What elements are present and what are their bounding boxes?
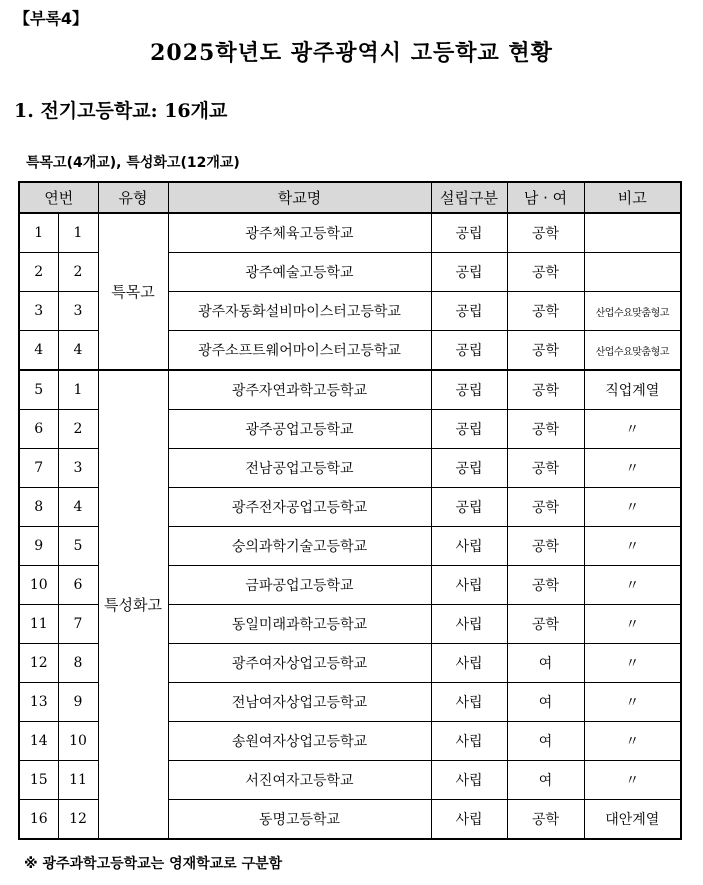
cell-serial-no: 9 — [19, 527, 58, 566]
cell-school-name: 광주체육고등학교 — [168, 213, 431, 253]
cell-serial-no: 1 — [19, 213, 58, 253]
cell-note: 〃 — [584, 605, 681, 644]
cell-serial-no: 15 — [19, 761, 58, 800]
cell-founding: 사립 — [431, 566, 507, 605]
cell-gender: 여 — [507, 644, 584, 683]
cell-note: 대안계열 — [584, 800, 681, 840]
cell-founding: 공립 — [431, 410, 507, 449]
cell-serial-no: 13 — [19, 683, 58, 722]
cell-group-no: 5 — [58, 527, 98, 566]
cell-founding: 공립 — [431, 370, 507, 410]
cell-school-name: 광주소프트웨어마이스터고등학교 — [168, 331, 431, 371]
cell-founding: 공립 — [431, 331, 507, 371]
header-notes: 비고 — [584, 182, 681, 213]
cell-group-no: 3 — [58, 292, 98, 331]
cell-serial-no: 14 — [19, 722, 58, 761]
cell-gender: 공학 — [507, 410, 584, 449]
cell-school-name: 광주자연과학고등학교 — [168, 370, 431, 410]
cell-group-no: 4 — [58, 331, 98, 371]
cell-serial-no: 8 — [19, 488, 58, 527]
cell-gender: 공학 — [507, 527, 584, 566]
school-table-container — [18, 181, 682, 840]
cell-founding: 공립 — [431, 253, 507, 292]
header-serial: 연번 — [19, 182, 98, 213]
cell-serial-no: 16 — [19, 800, 58, 840]
cell-note: 〃 — [584, 761, 681, 800]
cell-founding: 사립 — [431, 722, 507, 761]
header-gender: 남 · 여 — [507, 182, 584, 213]
cell-gender: 여 — [507, 722, 584, 761]
cell-group-no: 12 — [58, 800, 98, 840]
cell-founding: 공립 — [431, 292, 507, 331]
cell-gender: 공학 — [507, 566, 584, 605]
cell-founding: 공립 — [431, 213, 507, 253]
cell-founding: 공립 — [431, 449, 507, 488]
cell-note: 〃 — [584, 449, 681, 488]
cell-founding: 사립 — [431, 644, 507, 683]
cell-serial-no: 11 — [19, 605, 58, 644]
cell-school-name: 광주자동화설비마이스터고등학교 — [168, 292, 431, 331]
cell-school-name: 광주공업고등학교 — [168, 410, 431, 449]
cell-group-no: 11 — [58, 761, 98, 800]
cell-serial-no: 3 — [19, 292, 58, 331]
cell-group-no: 1 — [58, 370, 98, 410]
cell-founding: 사립 — [431, 761, 507, 800]
cell-serial-no: 4 — [19, 331, 58, 371]
cell-school-name: 송원여자상업고등학교 — [168, 722, 431, 761]
header-type: 유형 — [98, 182, 168, 213]
cell-note: 〃 — [584, 644, 681, 683]
cell-serial-no: 10 — [19, 566, 58, 605]
cell-group-no: 2 — [58, 253, 98, 292]
cell-founding: 사립 — [431, 683, 507, 722]
header-founding: 설립구분 — [431, 182, 507, 213]
section-heading: 1. 전기고등학교: 16개교 — [14, 100, 228, 122]
cell-school-name: 전남여자상업고등학교 — [168, 683, 431, 722]
cell-note: 〃 — [584, 683, 681, 722]
cell-founding: 공립 — [431, 488, 507, 527]
cell-school-name: 서진여자고등학교 — [168, 761, 431, 800]
table-subtitle: 특목고(4개교), 특성화고(12개교) — [26, 155, 240, 171]
cell-founding: 사립 — [431, 800, 507, 840]
cell-group-no: 4 — [58, 488, 98, 527]
cell-gender: 여 — [507, 761, 584, 800]
cell-serial-no: 6 — [19, 410, 58, 449]
cell-founding: 사립 — [431, 605, 507, 644]
cell-note — [584, 253, 681, 292]
footnote: ※ 광주과학고등학교는 영재학교로 구분함 — [24, 856, 283, 872]
cell-gender: 공학 — [507, 488, 584, 527]
cell-school-name: 동일미래과학고등학교 — [168, 605, 431, 644]
cell-group-no: 7 — [58, 605, 98, 644]
cell-gender: 공학 — [507, 800, 584, 840]
cell-gender: 공학 — [507, 449, 584, 488]
cell-gender: 공학 — [507, 370, 584, 410]
cell-group-no: 6 — [58, 566, 98, 605]
cell-group-no: 1 — [58, 213, 98, 253]
cell-school-name: 광주전자공업고등학교 — [168, 488, 431, 527]
cell-school-type: 특성화고 — [98, 370, 168, 839]
cell-note — [584, 213, 681, 253]
cell-note: 〃 — [584, 488, 681, 527]
appendix-label: 【부록4】 — [14, 9, 89, 28]
cell-group-no: 10 — [58, 722, 98, 761]
table-row — [19, 370, 681, 410]
cell-serial-no: 2 — [19, 253, 58, 292]
cell-serial-no: 5 — [19, 370, 58, 410]
cell-school-name: 광주예술고등학교 — [168, 253, 431, 292]
table-row — [19, 213, 681, 253]
cell-note: 〃 — [584, 722, 681, 761]
cell-group-no: 8 — [58, 644, 98, 683]
header-school-name: 학교명 — [168, 182, 431, 213]
page-title: 2025학년도 광주광역시 고등학교 현황 — [150, 40, 553, 66]
cell-school-name: 광주여자상업고등학교 — [168, 644, 431, 683]
cell-serial-no: 7 — [19, 449, 58, 488]
cell-gender: 공학 — [507, 213, 584, 253]
cell-note: 〃 — [584, 527, 681, 566]
cell-gender: 공학 — [507, 331, 584, 371]
cell-group-no: 9 — [58, 683, 98, 722]
cell-note: 산업수요맞춤형고 — [584, 331, 681, 371]
table-header-row — [19, 182, 681, 213]
school-table — [18, 181, 682, 840]
cell-gender: 공학 — [507, 253, 584, 292]
cell-note: 산업수요맞춤형고 — [584, 292, 681, 331]
cell-group-no: 3 — [58, 449, 98, 488]
cell-note: 〃 — [584, 566, 681, 605]
cell-school-name: 금파공업고등학교 — [168, 566, 431, 605]
cell-note: 직업계열 — [584, 370, 681, 410]
cell-group-no: 2 — [58, 410, 98, 449]
cell-serial-no: 12 — [19, 644, 58, 683]
cell-gender: 공학 — [507, 292, 584, 331]
table-body — [19, 213, 681, 839]
cell-note: 〃 — [584, 410, 681, 449]
cell-school-type: 특목고 — [98, 213, 168, 370]
cell-gender: 여 — [507, 683, 584, 722]
cell-gender: 공학 — [507, 605, 584, 644]
cell-school-name: 동명고등학교 — [168, 800, 431, 840]
cell-school-name: 숭의과학기술고등학교 — [168, 527, 431, 566]
cell-founding: 사립 — [431, 527, 507, 566]
cell-school-name: 전남공업고등학교 — [168, 449, 431, 488]
